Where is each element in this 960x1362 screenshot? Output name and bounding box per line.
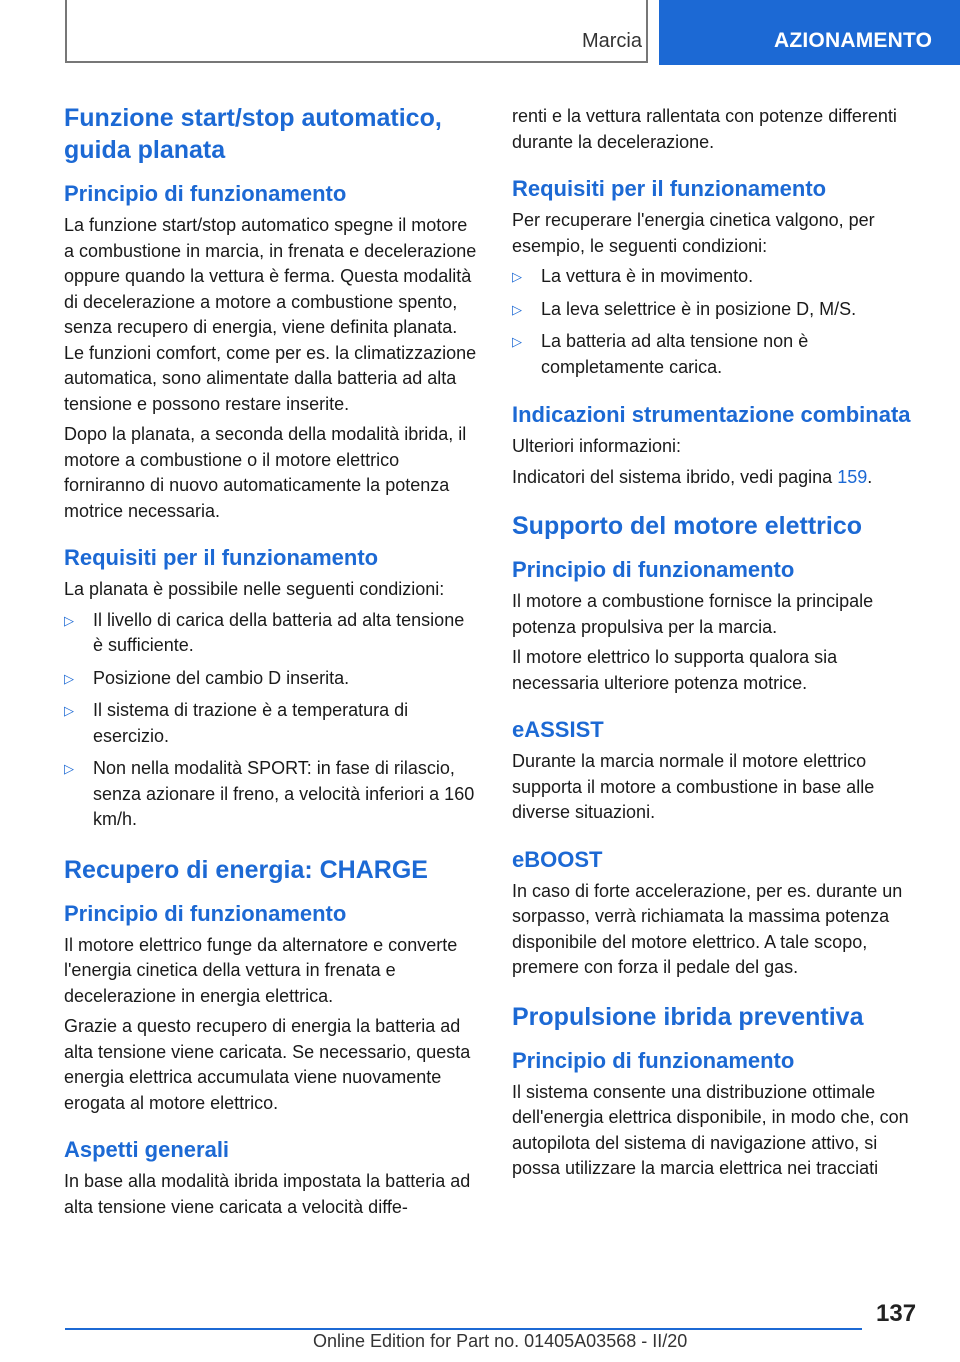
- paragraph: Il motore elettrico funge da alternatore e converte l'energia cinetica della vettura in frenata e decelerazione in energia elettrica.: [64, 934, 458, 1006]
- paragraph: Grazie a questo recupero di energia la batteria ad alta tensione viene caricata. Se necessario, questa energia elettrica accumulata viene nuovamente erogata al motore elettrico.: [64, 1016, 471, 1113]
- paragraph: renti e la vettura rallentata con potenze differenti durante la decelerazione.: [512, 106, 897, 152]
- footer-edition: Online Edition for Part no. 01405A03568 - II/20: [313, 1331, 688, 1351]
- bullet-list: [512, 264, 927, 380]
- triangle-bullet-icon: ▷: [64, 612, 74, 628]
- list-item: ▷ La batteria ad alta tensione non è completamente carica.: [512, 331, 809, 377]
- heading-aspetti: Aspetti generali: [64, 1137, 230, 1162]
- heading-indicazioni: Indicazioni strumentazione combinata: [512, 402, 911, 427]
- paragraph: Il motore elettrico lo supporta qualora sia necessaria ulteriore potenza motrice.: [512, 647, 838, 693]
- chapter-tab: AZIONAMENTO: [659, 0, 960, 65]
- paragraph: In caso di forte accelerazione, per es. durante un sorpasso, verrà richiamata la massima potenza disponibile del motore elettrico. A tale scopo, premere con forza il pedale del gas.: [512, 880, 903, 977]
- list-item: ▷ Il sistema di trazione è a temperatura di esercizio.: [64, 700, 409, 746]
- list-item: ▷ La leva selettrice è in posizione D, M/S.: [512, 297, 927, 323]
- paragraph: Per recuperare l'energia cinetica valgono, per esempio, le seguenti condizioni:: [512, 210, 875, 256]
- triangle-bullet-icon: ▷: [512, 334, 522, 349]
- paragraph: Indicatori del sistema ibrido, vedi pagina 159.: [512, 466, 873, 487]
- page-number: 137: [876, 1300, 917, 1327]
- right-column: [512, 104, 927, 1182]
- heading-supporto: Supporto del motore elettrico: [512, 512, 863, 540]
- heading-propulsione: Propulsione ibrida preventiva: [512, 1002, 864, 1031]
- triangle-bullet-icon: ▷: [64, 670, 74, 686]
- paragraph: La planata è possibile nelle seguenti condizioni:: [64, 579, 445, 599]
- heading-principio: Principio di funzionamento: [512, 1047, 795, 1073]
- heading-eassist: eASSIST: [512, 717, 604, 742]
- heading-eboost: eBOOST: [512, 846, 603, 872]
- heading-requisiti: Requisiti per il funzionamento: [64, 545, 379, 570]
- triangle-bullet-icon: ▷: [512, 269, 522, 284]
- triangle-bullet-icon: ▷: [64, 761, 74, 776]
- heading-principio: Principio di funzionamento: [64, 181, 347, 206]
- heading-principio: Principio di funzionamento: [512, 557, 795, 582]
- paragraph: Il motore a combustione fornisce la principale potenza propulsiva per la marcia.: [512, 591, 874, 637]
- list-item: ▷ Non nella modalità SPORT: in fase di rilascio, senza azionare il freno, a velocità inferiori a 160 km/h.: [64, 758, 475, 829]
- list-item: ▷ Posizione del cambio D inserita.: [64, 666, 479, 692]
- heading-start-stop: Funzione start/stop automatico, guida planata: [64, 104, 442, 164]
- section-title: Marcia: [581, 30, 642, 52]
- list-item: ▷ La vettura è in movimento.: [512, 264, 927, 290]
- list-item: ▷ Il livello di carica della batteria ad alta tensione è sufficiente.: [64, 609, 465, 655]
- paragraph: In base alla modalità ibrida impostata la batteria ad alta tensione viene caricata a velocità diffe-: [64, 1171, 471, 1217]
- left-column: [64, 102, 479, 1220]
- triangle-bullet-icon: ▷: [64, 703, 74, 718]
- triangle-bullet-icon: ▷: [512, 301, 522, 317]
- page-link[interactable]: 159: [837, 466, 868, 487]
- paragraph: Dopo la planata, a seconda della modalità ibrida, il motore a combustione o il motore elettrico forniranno di nuovo automaticamente la potenza motrice necessaria.: [64, 424, 467, 521]
- bullet-list: [64, 608, 479, 833]
- paragraph: Durante la marcia normale il motore elettrico supporta il motore a combustione in base alle diverse situazioni.: [512, 751, 875, 822]
- footer-divider: [65, 1328, 862, 1330]
- paragraph: La funzione start/stop automatico spegne il motore a combustione in marcia, in frenata e decelerazione oppure quando la vettura è ferma. Questa modalità di decelerazione a motore a combustione spento, senza recupero di energia, viene definita planata. Le funzioni comfort, come per es. la climatizzazione automatica, sono alimentate dalla batteria ad alta tensione e possono restare inserite.: [64, 215, 477, 414]
- header-frame: [65, 0, 648, 63]
- paragraph: Ulteriori informazioni:: [512, 436, 682, 456]
- heading-principio: Principio di funzionamento: [64, 900, 347, 926]
- heading-recupero: Recupero di energia: CHARGE: [64, 855, 428, 884]
- paragraph: Il sistema consente una distribuzione ottimale dell'energia elettrica disponibile, in modo che, con autopilota del sistema di navigazione attivo, si possa utilizzare la marcia elettrica nei tracciati: [512, 1081, 909, 1178]
- heading-requisiti: Requisiti per il funzionamento: [512, 176, 827, 201]
